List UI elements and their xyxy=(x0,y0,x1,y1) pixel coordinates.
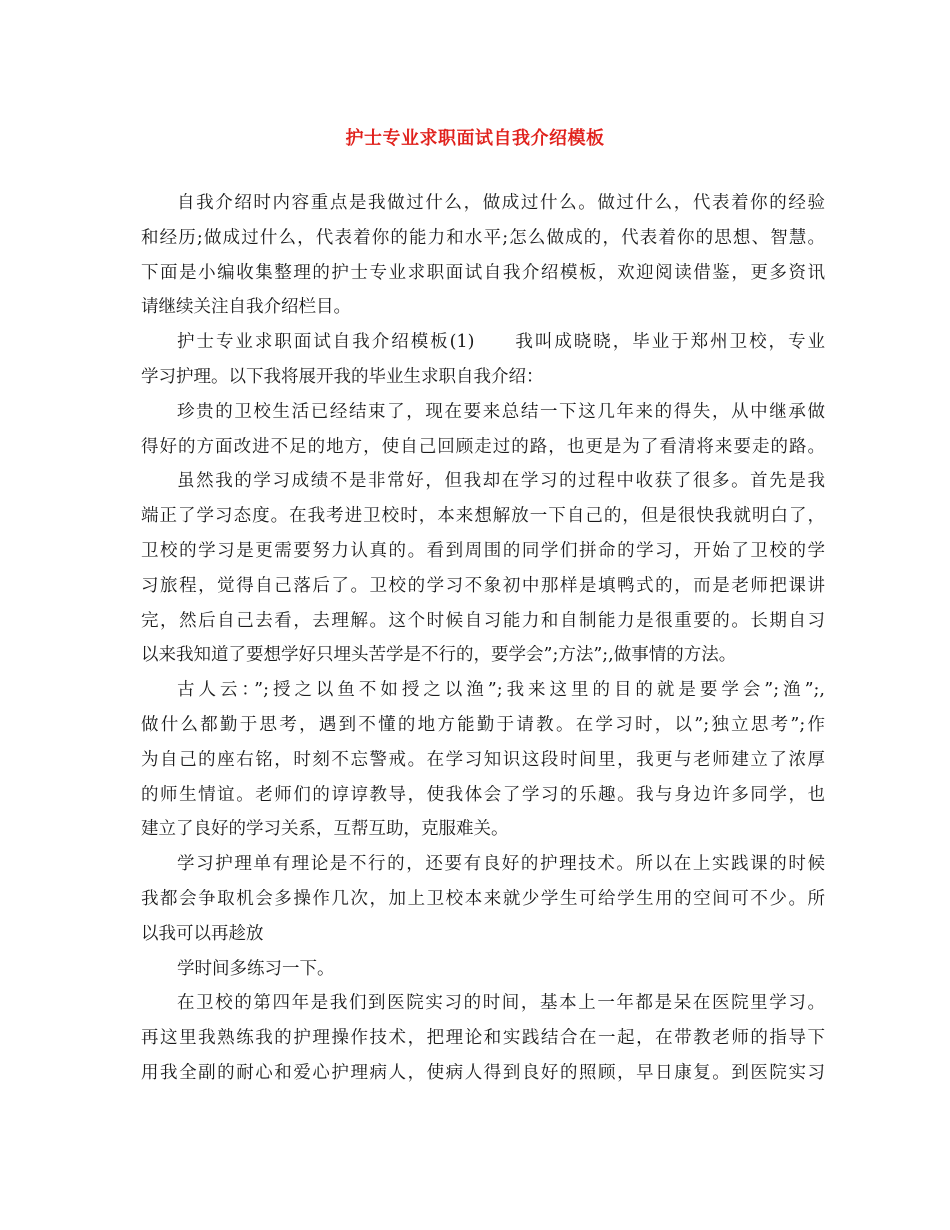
body-line: 再这里我熟练我的护理操作技术，把理论和实践结合在一起，在带教老师的指导下 xyxy=(141,1028,825,1049)
body-line: 学时间多练习一下。 xyxy=(177,958,335,979)
body-line: 在卫校的第四年是我们到医院实习的时间，基本上一年都是呆在医院里学习。 xyxy=(177,993,825,1014)
body-line: 建立了良好的学习关系，互帮互助，克服难关。 xyxy=(141,819,509,840)
body-line: 虽然我的学习成绩不是非常好，但我却在学习的过程中收获了很多。首先是我 xyxy=(177,471,825,492)
body-line: 用我全副的耐心和爱心护理病人，使病人得到良好的照顾，早日康复。到医院实习 xyxy=(141,1062,825,1083)
body-line: 完，然后自己去看，去理解。这个时候自习能力和自制能力是很重要的。长期自习 xyxy=(141,610,825,631)
body-line: 请继续关注自我介绍栏目。 xyxy=(141,297,351,318)
body-line: 做什么都勤于思考，遇到不懂的地方能勤于请教。在学习时，以”;独立思考”;作 xyxy=(141,714,825,735)
body-line: 学习护理。以下我将展开我的毕业生求职自我介绍： xyxy=(141,366,544,387)
body-line: 的师生情谊。老师们的谆谆教导，使我体会了学习的乐趣。我与身边许多同学，也 xyxy=(141,784,825,805)
body-line: 习旅程，觉得自己落后了。卫校的学习不象初中那样是填鸭式的，而是老师把课讲 xyxy=(141,575,825,596)
body-line: 得好的方面改进不足的地方，使自己回顾走过的路，也更是为了看清将来要走的路。 xyxy=(141,436,825,457)
body-line: 卫校的学习是更需要努力认真的。看到周围的同学们拼命的学习，开始了卫校的学 xyxy=(141,540,825,561)
body-line: 以我可以再趁放 xyxy=(141,923,264,944)
body-line: 端正了学习态度。在我考进卫校时，本来想解放一下自己的，但是很快我就明白了， xyxy=(141,506,825,527)
body-line: 自我介绍时内容重点是我做过什么，做成过什么。做过什么，代表着你的经验 xyxy=(177,193,825,213)
body-line: 下面是小编收集整理的护士专业求职面试自我介绍模板，欢迎阅读借鉴，更多资讯 xyxy=(141,262,825,283)
body-line: 我都会争取机会多操作几次，加上卫校本来就少学生可给学生用的空间可不少。所 xyxy=(141,888,825,909)
body-line: 珍贵的卫校生活已经结束了，现在要来总结一下这几年来的得失，从中继承做 xyxy=(177,401,825,422)
body-line: 为自己的座右铭，时刻不忘警戒。在学习知识这段时间里，我更与老师建立了浓厚 xyxy=(141,749,825,770)
body-line: 和经历;做成过什么，代表着你的能力和水平;怎么做成的，代表着你的思想、智慧。 xyxy=(141,227,825,248)
body-line: 古人云：”;授之以鱼不如授之以渔”;我来这里的目的就是要学会”;渔”;, xyxy=(177,680,825,701)
body-line: 护士专业求职面试自我介绍模板(1) 我叫成晓晓，毕业于郑州卫校，专业 xyxy=(177,332,825,353)
body-line: 学习护理单有理论是不行的，还要有良好的护理技术。所以在上实践课的时候 xyxy=(177,854,825,875)
document-title: 护士专业求职面试自我介绍模板 xyxy=(345,128,605,149)
document-body xyxy=(141,186,825,1091)
body-line: 以来我知道了要想学好只埋头苦学是不行的，要学会”;方法”;,做事情的方法。 xyxy=(141,645,737,666)
